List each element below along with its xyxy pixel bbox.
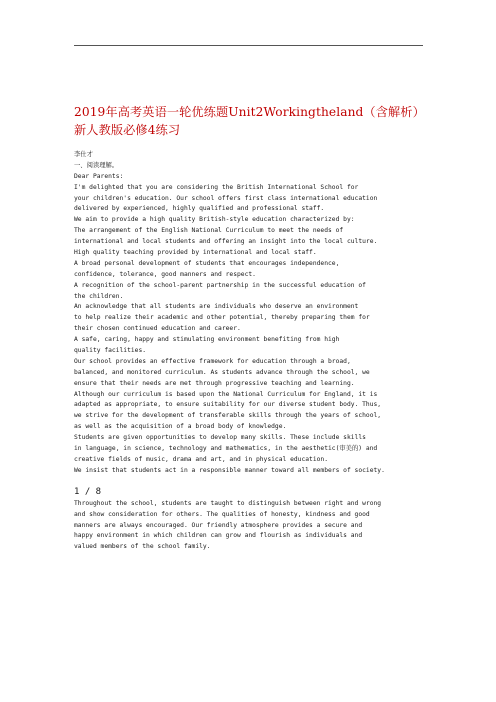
body-line: delivered by experienced, highly qualified and professional staff. — [74, 205, 325, 213]
body-line: ensure that their needs are met through progressive teaching and learning. — [74, 379, 355, 387]
document-body — [74, 150, 434, 553]
body-line: balanced, and monitored curriculum. As students advance through the school, we — [74, 368, 370, 376]
section-heading: 一、阅读理解。 — [74, 161, 119, 169]
body-line: Our school provides an effective framework for education through a broad, — [74, 357, 351, 365]
body-text-block — [74, 172, 434, 477]
body-line: A safe, caring, happy and stimulating environment benefiting from high — [74, 336, 340, 344]
body-line: valued members of the school family. — [74, 543, 211, 551]
body-line: A recognition of the school-parent partnership in the successful education of — [74, 281, 366, 289]
body-line: in language, in science, technology and mathematics, in the aesthetic(审美的) and — [74, 445, 378, 453]
body-line: we strive for the development of transferable skills through the years of school, — [74, 412, 382, 420]
body-line: We insist that students act in a responsible manner toward all members of society. — [74, 466, 385, 474]
body-line: adapted as appropriate, to ensure suitability for our diverse student body. Thus, — [74, 401, 382, 409]
body-line: Throughout the school, students are taught to distinguish between right and wrong — [74, 499, 382, 507]
header-rule — [74, 45, 423, 46]
body-line: manners are always encouraged. Our friendly atmosphere provides a secure and — [74, 521, 363, 529]
body-line: An acknowledge that all students are individuals who deserve an environment — [74, 303, 359, 311]
page-number: 1 / 8 — [74, 486, 102, 497]
body-line: Students are given opportunities to develop many skills. These include skills — [74, 434, 366, 442]
body-line: the children. — [74, 292, 124, 300]
body-line: The arrangement of the English National Curriculum to meet the needs of — [74, 227, 344, 235]
body-line: to help realize their academic and other potential, thereby preparing them for — [74, 314, 370, 322]
body-line: and show consideration for others. The qualities of honesty, kindness and good — [74, 510, 370, 518]
body-line: your children's education. Our school offers first class international education — [74, 194, 378, 202]
body-line: Dear Parents: — [74, 172, 124, 180]
author-line: 李仕才 — [74, 151, 93, 158]
body-line: quality facilities. — [74, 347, 147, 355]
body-text-block-2 — [74, 499, 434, 553]
body-line: creative fields of music, drama and art, and in physical education. — [74, 455, 329, 463]
body-line: Although our curriculum is based upon the National Curriculum for England, it is — [74, 390, 378, 398]
body-line: A broad personal development of students that encourages independence, — [74, 259, 340, 267]
body-line: as well as the acquisition of a broad body of knowledge. — [74, 423, 287, 431]
document-title: 2019年高考英语一轮优练题Unit2Workingtheland（含解析）新人教版必修4练习 — [74, 105, 425, 137]
body-line: High quality teaching provided by international and local staff. — [74, 249, 317, 257]
body-line: their chosen continued education and career. — [74, 325, 241, 333]
body-line: I'm delighted that you are considering the British International School for — [74, 183, 359, 191]
body-line: international and local students and offering an insight into the local culture. — [74, 238, 378, 246]
body-line: confidence, tolerance, good manners and respect. — [74, 270, 256, 278]
body-line: happy environment in which children can grow and flourish as individuals and — [74, 532, 363, 540]
body-line: We aim to provide a high quality British-style education characterized by: — [74, 216, 355, 224]
